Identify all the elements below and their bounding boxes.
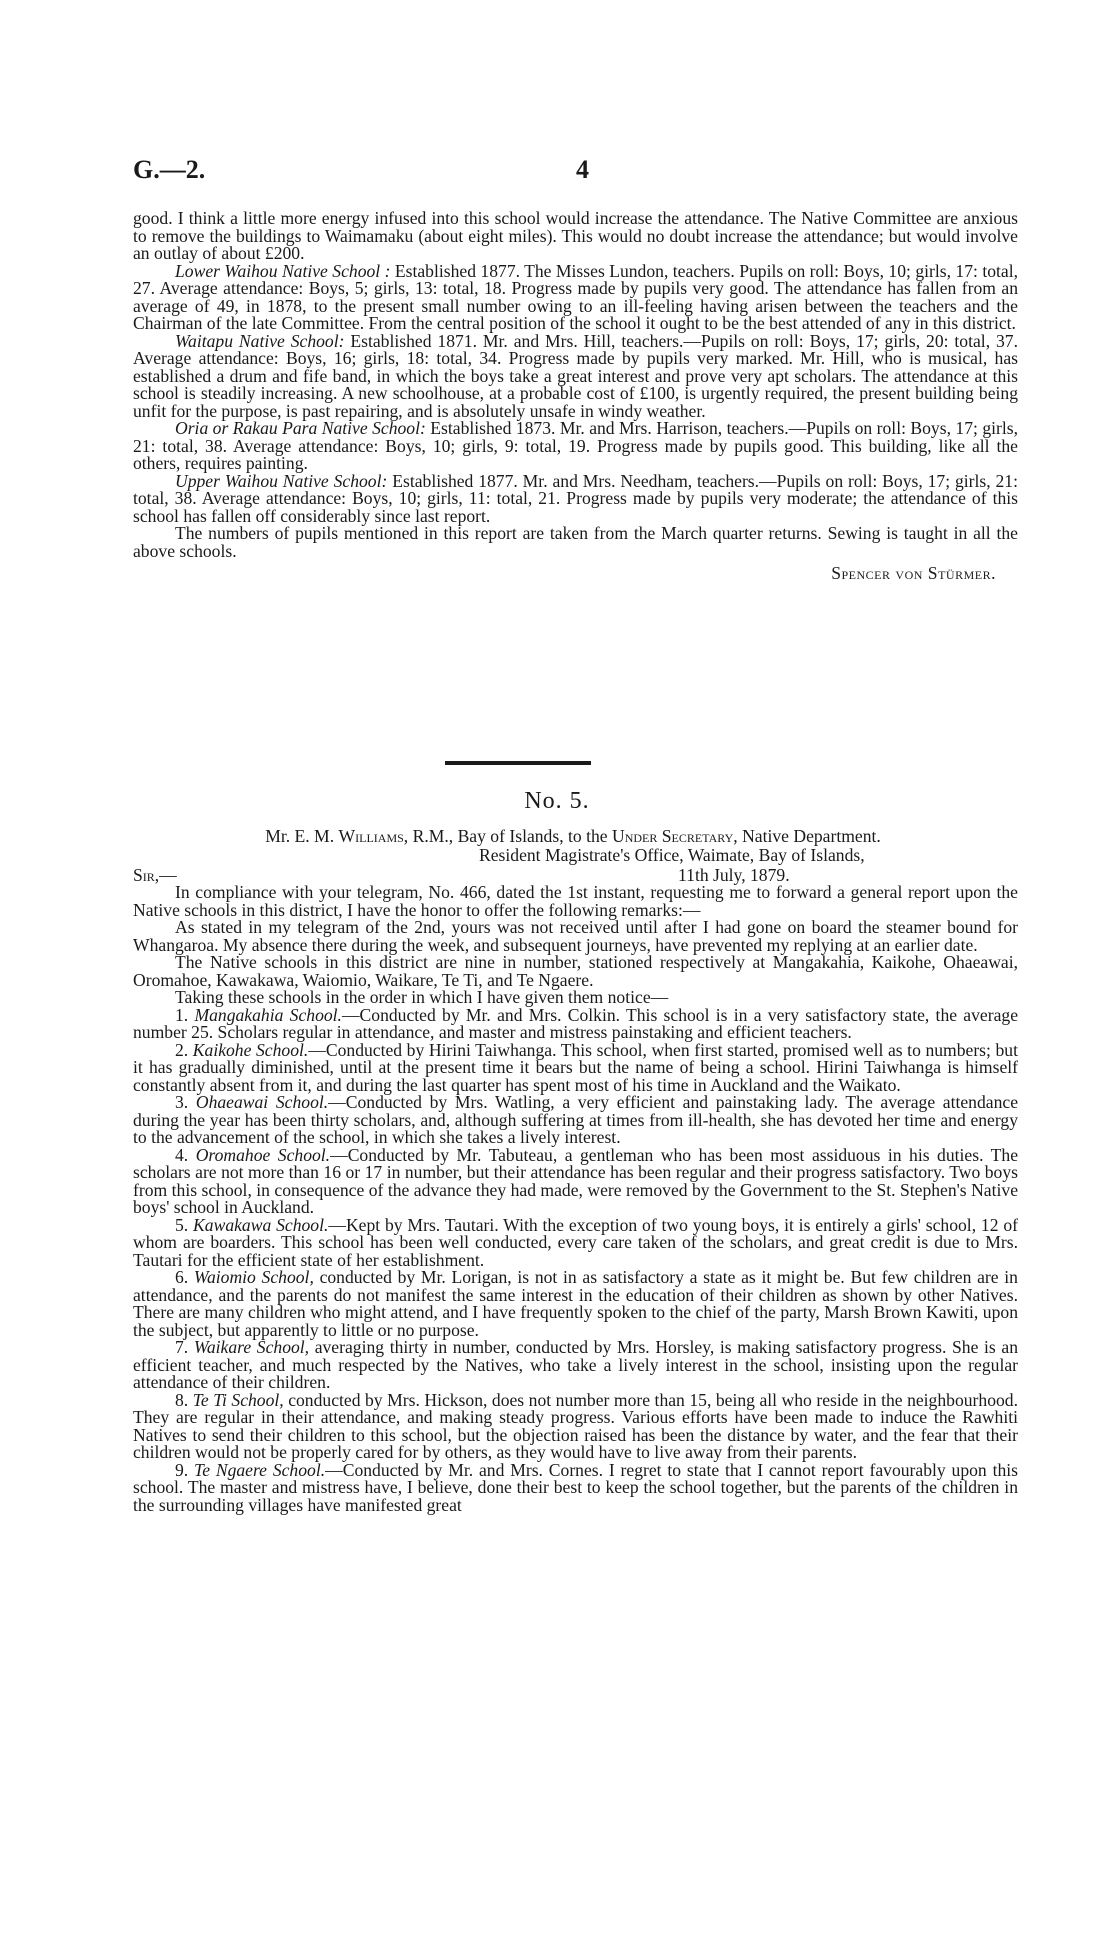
school-entry: 4. Oromahoe School.—Conducted by Mr. Tabuteau, a gentleman who has been most assiduous in his duties. The scholars are not more than 16 or 17 in number, but their attendance has been regular and their progress satisfactory. Two boys from this school, in consequence of the advance they had made, were removed by the Government to the St. Stephen's Native boys' school in Auckland. (133, 1144, 1019, 1217)
paragraph: The numbers of pupils mentioned in this report are taken from the March quarter returns. Sewing is taught in all the above schools. (133, 523, 1018, 561)
school-name: Te Ti School, (192, 1389, 284, 1410)
school-name: Lower Waihou Native School : (175, 260, 391, 281)
school-entry: 8. Te Ti School, conducted by Mrs. Hickson, does not number more than 15, being all who reside in the neighbourhood. They are regular in their attendance, and making steady progress. Various efforts have been made to induce the Rawhiti Natives to send their children to this school, but the objection raised has been the distance by water, and the fear that their children would not be properly cared for by others, as they would have to live away from their parents. (133, 1389, 1018, 1462)
upper-report-section (133, 210, 1018, 583)
letter-from-line: Mr. E. M. Williams, R.M., Bay of Islands, to the Under Secretary, Native Department. (265, 826, 881, 846)
section-divider (445, 761, 591, 765)
school-entry: 3. Ohaeawai School.—Conducted by Mrs. Watling, a very efficient and painstaking lady. The average attendance during the year has been thirty scholars, and, although suffering at times from ill-health, she has devoted her time and energy to the advancement of the school, in which she takes a lively interest. (133, 1092, 1018, 1147)
paragraph: good. I think a little more energy infused into this school would increase the attendance. The Native Committee are anxious to remove the buildings to Waimamaku (about eight miles). This would no doubt increase the attendance; but would involve an outlay of about £200. (133, 208, 1018, 263)
letter-address: Resident Magistrate's Office, Waimate, Bay of Islands, (479, 845, 865, 865)
paragraph: Taking these schools in the order in which I have given them notice— (175, 987, 669, 1007)
school-entry: 7. Waikare School, averaging thirty in number, conducted by Mrs. Horsley, is making satisfactory progress. She is an efficient teacher, and much respected by the Natives, who take a lively interest in the school, insisting upon the regular attendance of their children. (133, 1337, 1019, 1392)
page-header (133, 155, 1013, 195)
paragraph: The Native schools in this district are nine in number, stationed respectively at Mangakahia, Kaikohe, Ohaeawai, Oromahoe, Kawakawa, Waiomio, Waikare, Te Ti, and Te Ngaere. (133, 952, 1018, 990)
school-entry: 1. Mangakahia School.—Conducted by Mr. and Mrs. Colkin. This school is in a very satisfactory state, the average number 25. Scholars regular in attendance, and master and mistress painstaking and efficient teachers. (133, 1004, 1018, 1042)
paragraph: In compliance with your telegram, No. 466, dated the 1st instant, requesting me to forward a general report upon the Native schools in this district, I have the honor to offer the following remarks:— (133, 882, 1018, 920)
school-name: Kawakawa School. (193, 1214, 329, 1235)
school-entry: Waitapu Native School: Established 1871. Mr. and Mrs. Hill, teachers.—Pupils on roll: Boys, 17; girls, 20: total, 37. Average attendance: Boys, 16; girls, 18: total, 34. Progress made by pupils very marked. Mr. Hill, who is musical, has established a drum and fife band, in which the boys take a great interest and prove very apt scholars. The attendance at this school is steadily increasing. A new schoolhouse, at a probable cost of £100, is urgently required, the present building being unfit for the purpose, is past repairing, and is absolutely unsafe in windy weather. (133, 330, 1018, 421)
school-entry: Upper Waihou Native School: Established 1877. Mr. and Mrs. Needham, teachers.—Pupils on roll: Boys, 17; girls, 21: total, 38. Average attendance: Boys, 10; girls, 11: total, 21. Progress made by pupils very moderate; the attendance of this school has fallen off considerably since last report. (133, 470, 1018, 526)
school-name: Waikare School, (193, 1337, 310, 1357)
school-name: Upper Waihou Native School: (175, 470, 388, 491)
salutation: Sir,— (133, 865, 177, 885)
school-entry: 5. Kawakawa School.—Kept by Mrs. Tautari. With the exception of two young boys, it is entirely a girls' school, 12 of whom are boarders. This school has been well conducted, every care taken of the scholars, and great credit is due to Mrs. Tautari for the efficient state of her establishment. (133, 1214, 1019, 1270)
school-name: Waiomio School, (193, 1267, 314, 1287)
school-name: Kaikohe School. (192, 1039, 309, 1060)
parliamentary-paper-ref: G.—2. (133, 155, 206, 184)
school-entry: 6. Waiomio School, conducted by Mr. Lorigan, is not in as satisfactory a state as it might be. But few children are in attendance, and the parents do not manifest the same interest in the education of their children as shown by other Natives. There are many children who might attend, and I have frequently spoken to the chief of the party, Marsh Brown Kawiti, upon the subject, but apparently to little or no purpose. (133, 1267, 1018, 1340)
school-entry: Lower Waihou Native School : Established 1877. The Misses Lundon, teachers. Pupils on roll: Boys, 10; girls, 17: total, 27. Average attendance: Boys, 5; girls, 13: total, 18. Progress made by pupils very good. The attendance has fallen from an average of 49, in 1878, to the present small number owing to an ill-feeling having arisen between the teachers and the Chairman of the late Committee. From the central position of the school it ought to be the best attended of any in this district. (133, 260, 1018, 333)
school-name: Oromahoe School. (195, 1144, 331, 1165)
school-name: Te Ngaere School. (194, 1459, 326, 1480)
school-name: Waitapu Native School: (175, 330, 345, 351)
school-name: Ohaeawai School. (195, 1092, 329, 1112)
page-number: 4 (576, 155, 589, 184)
school-entry: 9. Te Ngaere School.—Conducted by Mr. and Mrs. Cornes. I regret to state that I cannot report favourably upon this school. The master and mistress have, I believe, done their best to keep the school together, but the parents of the children in the surrounding villages have manifested great (133, 1459, 1018, 1515)
signature: Spencer von Stürmer. (831, 563, 996, 583)
school-entry: 2. Kaikohe School.—Conducted by Hirini Taiwhanga. This school, when first started, promised well as to numbers; but it has gradually diminished, until at the present time it bears but the name of being a school. Hirini Taiwhanga is himself constantly absent from it, and during the last quarter has spent most of his time in Auckland and the Waikato. (133, 1039, 1018, 1095)
letter-date: 11th July, 1879. (678, 865, 790, 885)
letter-body (133, 884, 1018, 1514)
paragraph: As stated in my telegram of the 2nd, yours was not received until after I had gone on board the steamer bound for Whangaroa. My absence there during the week, and subsequent journeys, have prevented my replying at an earlier date. (133, 917, 1018, 955)
section-heading: No. 5. (524, 788, 590, 814)
school-name: Oria or Rakau Para Native School: (175, 418, 426, 438)
school-entry: Oria or Rakau Para Native School: Established 1873. Mr. and Mrs. Harrison, teachers.—Pupils on roll: Boys, 17; girls, 21: total, 38. Average attendance: Boys, 10; girls, 9: total, 19. Progress made by pupils good. This building, like all the others, requires painting. (133, 418, 1018, 473)
school-name: Mangakahia School. (194, 1004, 342, 1025)
